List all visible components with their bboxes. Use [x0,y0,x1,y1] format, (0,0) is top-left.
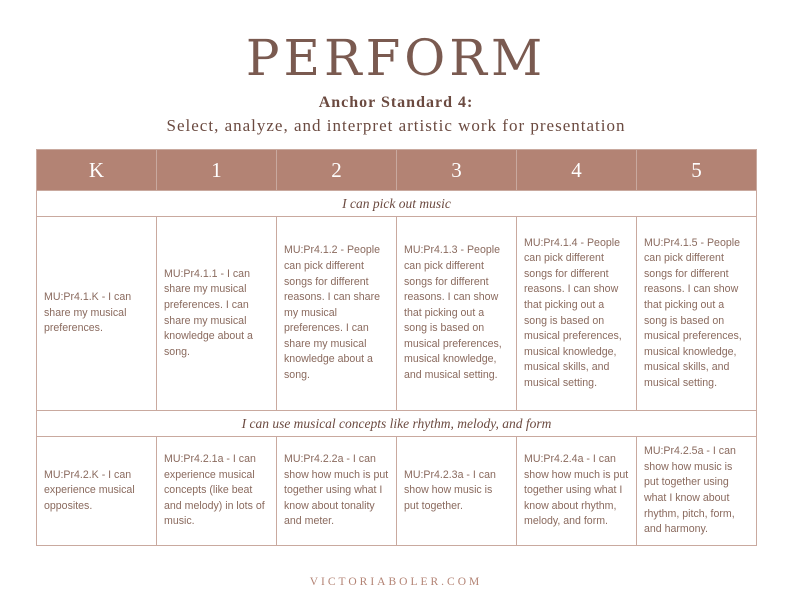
standard-cell: MU:Pr4.2.5a - I can show how music is put together using what I know about rhythm, pitch, form, and harmony. [637,437,757,546]
table-row [37,217,757,411]
standard-cell: MU:Pr4.1.3 - People can pick different songs for different reasons. I can show that picking out a song is based on musical preferences, musical knowledge, and musical setting. [397,217,517,411]
grade-header: K [37,150,157,191]
table-row [37,437,757,546]
anchor-standard-description: Select, analyze, and interpret artistic work for presentation [166,116,626,135]
section-heading-row [37,191,757,217]
standard-cell: MU:Pr4.2.4a - I can show how much is put together using what I know about rhythm, melody, and form. [517,437,637,546]
grade-header: 1 [157,150,277,191]
section-heading: I can pick out music [37,191,757,217]
standard-cell: MU:Pr4.1.1 - I can share my musical preferences. I can share my musical knowledge about a song. [157,217,277,411]
standard-cell: MU:Pr4.1.2 - People can pick different songs for different reasons. I can share my musical preferences. I can share my musical knowledge about a song. [277,217,397,411]
grade-header-row [37,150,757,191]
standard-cell: MU:Pr4.2.K - I can experience musical opposites. [37,437,157,546]
grade-header: 5 [637,150,757,191]
website-footer: VICTORIABOLER.COM [309,576,483,588]
standard-cell: MU:Pr4.2.2a - I can show how much is put together using what I know about tonality and meter. [277,437,397,546]
standard-cell: MU:Pr4.1.5 - People can pick different songs for different reasons. I can show that picking out a song is based on musical preferences, musical knowledge, musical skills, and musical setting. [637,217,757,411]
standard-cell: MU:Pr4.2.1a - I can experience musical concepts (like beat and melody) in lots of music. [157,437,277,546]
anchor-standard-heading: Anchor Standard 4: [318,94,474,111]
grade-header: 3 [397,150,517,191]
section-heading: I can use musical concepts like rhythm, melody, and form [37,411,757,437]
section-heading-row [37,411,757,437]
grade-header: 4 [517,150,637,191]
standards-table [36,149,757,546]
page-title: PERFORM [245,29,547,87]
standard-cell: MU:Pr4.1.K - I can share my musical preferences. [37,217,157,411]
grade-header: 2 [277,150,397,191]
standard-cell: MU:Pr4.2.3a - I can show how music is put together. [397,437,517,546]
standard-cell: MU:Pr4.1.4 - People can pick different songs for different reasons. I can show that picking out a song is based on musical preferences, musical knowledge, musical skills, and musical setting. [517,217,637,411]
